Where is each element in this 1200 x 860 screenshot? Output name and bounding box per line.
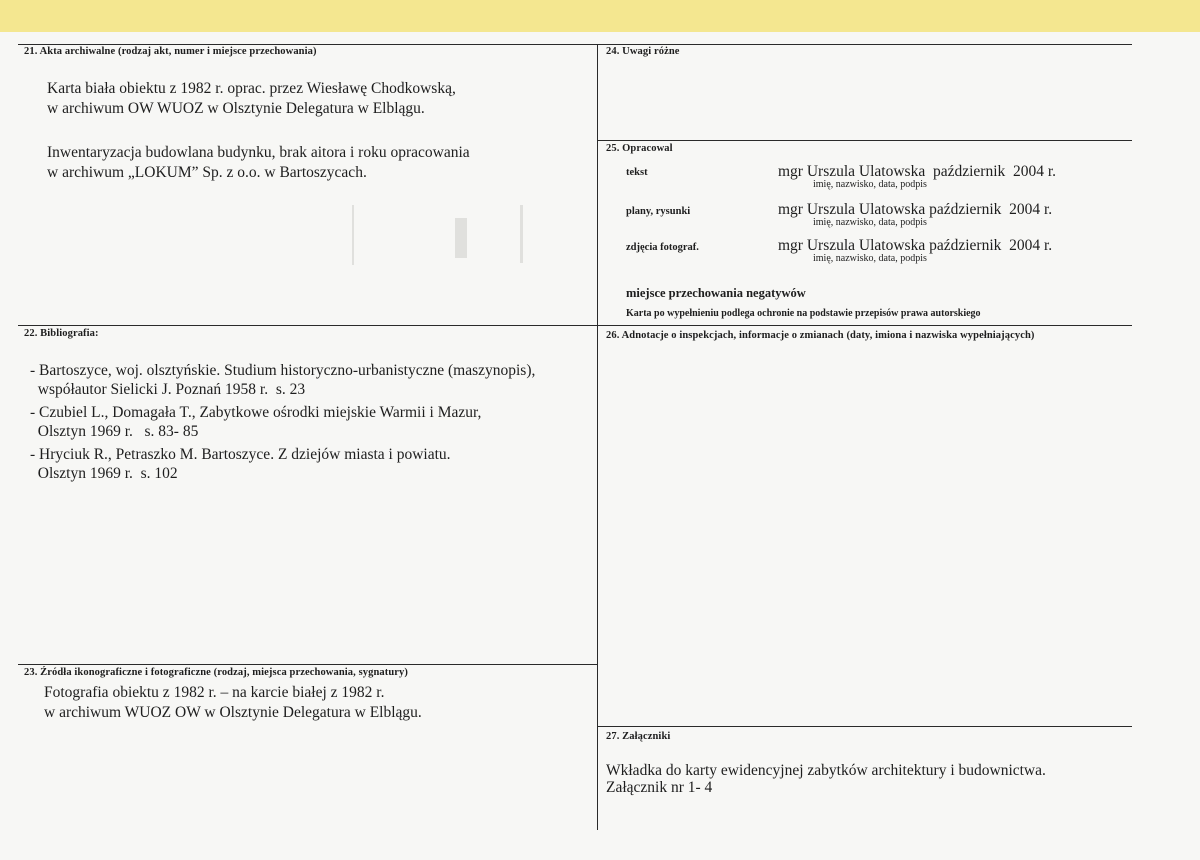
bibliography-entry: - Czubiel L., Domagała T., Zabytkowe ośrodki miejskie Warmii i Mazur, [30,404,482,421]
section-24-header: 24. Uwagi różne [606,46,680,57]
attachment-line: Załącznik nr 1- 4 [606,779,713,796]
bibliography-entry: Olsztyn 1969 r. s. 102 [30,465,178,482]
bibliography-entry: Olsztyn 1969 r. s. 83- 85 [30,423,199,440]
author-row-label: zdjęcia fotograf. [626,242,699,253]
bibliography-entry: - Bartoszyce, woj. olsztyńskie. Studium historyczno-urbanistyczne (maszynopis), [30,362,536,379]
scan-smudge [455,218,467,258]
archive-line: Karta biała obiektu z 1982 r. oprac. przez Wiesławę Chodkowską, [47,80,456,97]
author-row-caption: imię, nazwisko, data, podpis [813,179,927,190]
author-row-caption: imię, nazwisko, data, podpis [813,253,927,264]
archive-line: w archiwum „LOKUM” Sp. z o.o. w Bartoszycach. [47,164,367,181]
section-21-header: 21. Akta archiwalne (rodzaj akt, numer i miejsce przechowania) [24,46,317,57]
center-divider [597,44,598,830]
iconography-line: w archiwum WUOZ OW w Olsztynie Delegatura w Elblągu. [44,704,422,721]
author-row-caption: imię, nazwisko, data, podpis [813,217,927,228]
rule-24-25 [597,140,1132,141]
attachment-line: Wkładka do karty ewidencyjnej zabytków architektury i budownictwa. [606,762,1046,779]
rule-26-27 [597,726,1132,727]
bibliography-entry: współautor Sielicki J. Poznań 1958 r. s. 23 [30,381,306,398]
author-row-label: plany, rysunki [626,206,691,217]
author-row-value: mgr Urszula Ulatowska październik 2004 r. [778,201,1053,218]
copyright-note: Karta po wypełnieniu podlega ochronie na podstawie przepisów prawa autorskiego [626,308,981,319]
section-27-header: 27. Załączniki [606,731,671,742]
rule-21-22 [18,325,1132,326]
archive-line: w archiwum OW WUOZ w Olsztynie Delegatura w Elblągu. [47,100,425,117]
iconography-line: Fotografia obiektu z 1982 r. – na karcie białej z 1982 r. [44,684,385,701]
author-row-value: mgr Urszula Ulatowska październik 2004 r. [778,163,1057,180]
rule-22-23 [18,664,597,665]
section-23-header: 23. Źródła ikonograficzne i fotograficzne (rodzaj, miejsca przechowania, sygnatury) [24,667,409,678]
author-row-value: mgr Urszula Ulatowska październik 2004 r. [778,237,1053,254]
yellow-top-band [0,0,1200,32]
section-26-header: 26. Adnotacje o inspekcjach, informacje o zmianach (daty, imiona i nazwiska wypełniających) [606,330,1035,341]
section-22-header: 22. Bibliografia: [24,328,99,339]
section-25-header: 25. Opracowal [606,143,673,154]
negatives-location-label: miejsce przechowania negatywów [626,286,806,300]
author-row-label: tekst [626,167,648,178]
bibliography-entry: - Hryciuk R., Petraszko M. Bartoszyce. Z dziejów miasta i powiatu. [30,446,451,463]
archive-line: Inwentaryzacja budowlana budynku, brak aitora i roku opracowania [47,144,470,161]
scan-smudge [520,205,523,263]
top-rule [18,44,1132,45]
scan-smudge [352,205,354,265]
